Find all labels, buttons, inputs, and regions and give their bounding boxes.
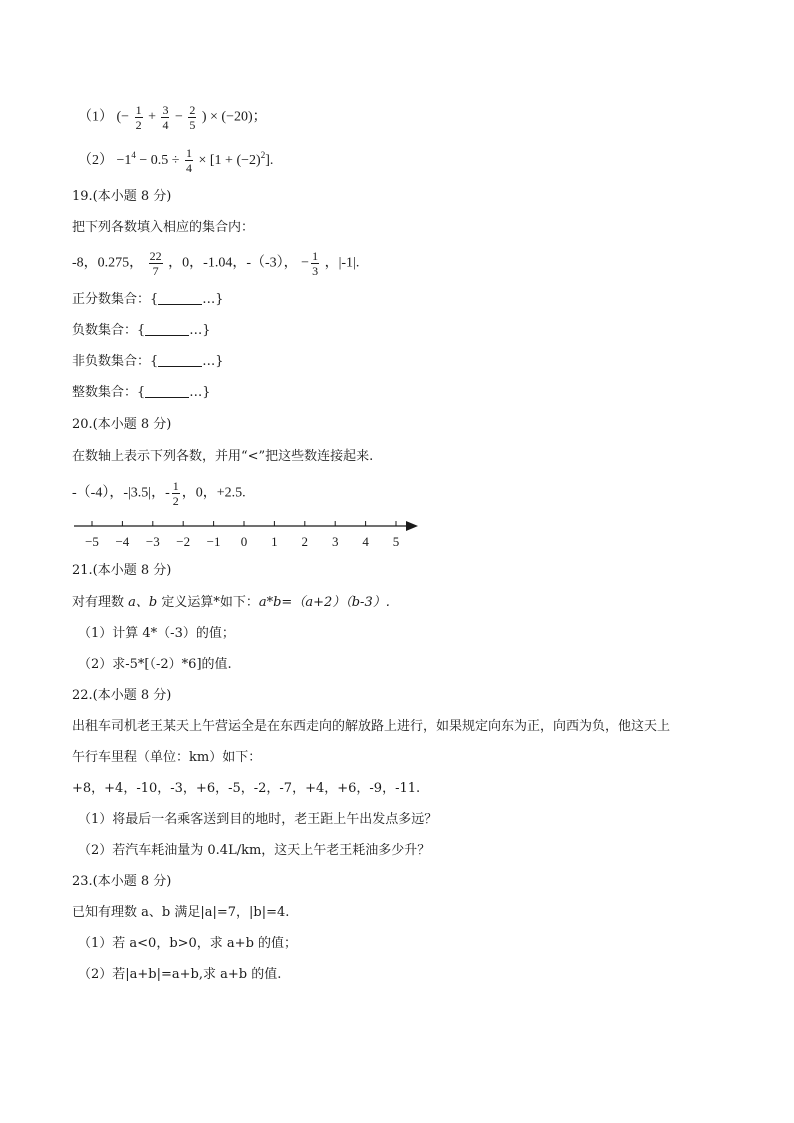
answer-blank[interactable] [158,354,202,367]
q23-part2: （2）若|a+b|=a+b,求 a+b 的值. [78,967,282,982]
set-end: …} [189,323,211,338]
q22-text2: 午行车里程（单位：km）如下： [72,750,262,765]
number-line [70,515,430,555]
fraction [311,250,319,277]
q20-instruction: 在数轴上表示下列各数，并用“<”把这些数连接起来. [72,449,374,464]
axis-tick-label: −1 [206,534,221,549]
q23-part1: （1）若 a<0，b>0，求 a+b 的值； [78,936,298,951]
q18-part1 [78,104,267,131]
fraction [161,104,169,131]
axis-tick-label: 2 [301,534,309,549]
axis-tick-label: 0 [240,534,248,549]
q19-numbers [72,250,359,277]
axis-tick-label: −2 [176,534,191,549]
q20-nums-b: ，0，+2.5. [181,485,246,501]
frac-num: 1 [186,146,192,161]
q19-nums-b: ，0，-1.04，-（-3）， [168,255,298,271]
q18-p1-post: ) × (−20)； [201,109,267,125]
set-non-negatives [72,353,224,371]
q21-part2: （2）求-5*[（-2）*6]的值. [78,657,232,672]
frac-num: 22 [149,249,162,263]
fraction [149,250,163,277]
set-end: …} [202,354,224,369]
q18-part2 [78,146,273,174]
q20-title: 20.(本小题 8 分) [72,417,172,432]
operator: − [174,109,183,125]
fraction [172,480,180,507]
q18-p2-mid: − 0.5 ÷ [135,153,183,168]
frac-den: 5 [189,118,196,132]
q20-nums-a: -（-4），-|3.5|，- [72,485,170,501]
set-label: 整数集合：{ [72,385,146,400]
answer-blank[interactable] [145,385,189,398]
minus-sign: − [301,255,310,271]
q21-part1: （1）计算 4*（-3）的值； [78,626,235,641]
arrow-right-icon [406,521,418,531]
q19-nums-c: ，|-1|. [324,255,360,271]
fraction [135,104,143,131]
fraction [185,147,193,174]
q23-title: 23.(本小题 8 分) [72,874,172,889]
frac-den: 2 [172,494,179,508]
q22-title: 22.(本小题 8 分) [72,688,172,703]
axis-tick-label: 3 [331,534,339,549]
q21-title: 21.(本小题 8 分) [72,563,172,578]
q18-p2-pre: −1 [116,153,132,168]
q18-p2-post1: × [1 + (−2) [198,153,261,168]
frac-num: 1 [312,249,319,263]
q18-p1-pre: (− [116,109,130,125]
operator: + [148,109,156,125]
frac-num: 1 [135,103,142,117]
set-label: 非负数集合：{ [72,354,159,369]
answer-blank[interactable] [145,323,189,336]
axis-tick-label: −4 [115,534,130,549]
q22-part1: （1）将最后一名乘客送到目的地时，老王距上午出发点多远？ [78,812,438,827]
exponent: 4 [131,150,136,160]
q21-def-b: 定义运算*如下： [157,595,259,610]
q22-part2: （2）若汽车耗油量为 0.4L/km，这天上午老王耗油多少升？ [78,843,431,858]
frac-num: 1 [172,479,179,493]
fraction [188,104,196,131]
q23-text: 已知有理数 a、b 满足|a|=7，|b|=4. [72,905,290,920]
frac-den: 2 [135,118,142,132]
axis-tick-label: 4 [362,534,369,549]
axis-tick-label: −3 [145,534,160,549]
q19-title: 19.(本小题 8 分) [72,189,172,204]
set-integers [72,384,211,402]
set-negatives [72,322,211,340]
q18-p2-label: （2） [78,153,113,168]
frac-num: 3 [162,103,169,117]
q21-definition [72,594,390,612]
q21-def-a: 对有理数 [72,595,129,610]
frac-num: 2 [189,103,196,117]
q21-def-vars: a、b [128,595,158,610]
answer-blank[interactable] [158,292,202,305]
set-label: 负数集合：{ [72,323,146,338]
q22-text1: 出租车司机老王某天上午营运全是在东西走向的解放路上进行，如果规定向东为正，向西为负，他这天上 [72,719,671,734]
axis-tick-label: −5 [85,534,99,549]
q18-p2-post2: ]. [265,153,274,168]
q19-instruction: 把下列各数填入相应的集合内： [72,220,255,235]
q21-def-formula: a*b=（a+2）（b-3）. [258,595,390,610]
frac-den: 3 [312,264,319,278]
axis-tick-label: 1 [271,534,278,549]
frac-den: 4 [186,161,192,176]
exponent: 2 [260,150,266,160]
q20-numbers [72,480,246,507]
set-label: 正分数集合：{ [72,292,159,307]
set-positive-fractions [72,291,224,309]
frac-den: 4 [162,118,169,132]
set-end: …} [202,292,224,307]
axis-tick-label: 5 [392,534,400,549]
q19-nums-a: -8，0.275， [72,255,144,271]
set-end: …} [189,385,211,400]
q18-p1-label: （1） [78,109,113,125]
axis-ticks [85,521,399,549]
frac-den: 7 [152,264,159,278]
q22-data: +8，+4，-10，-3，+6，-5，-2，-7，+4，+6，-9，-11. [72,781,421,796]
